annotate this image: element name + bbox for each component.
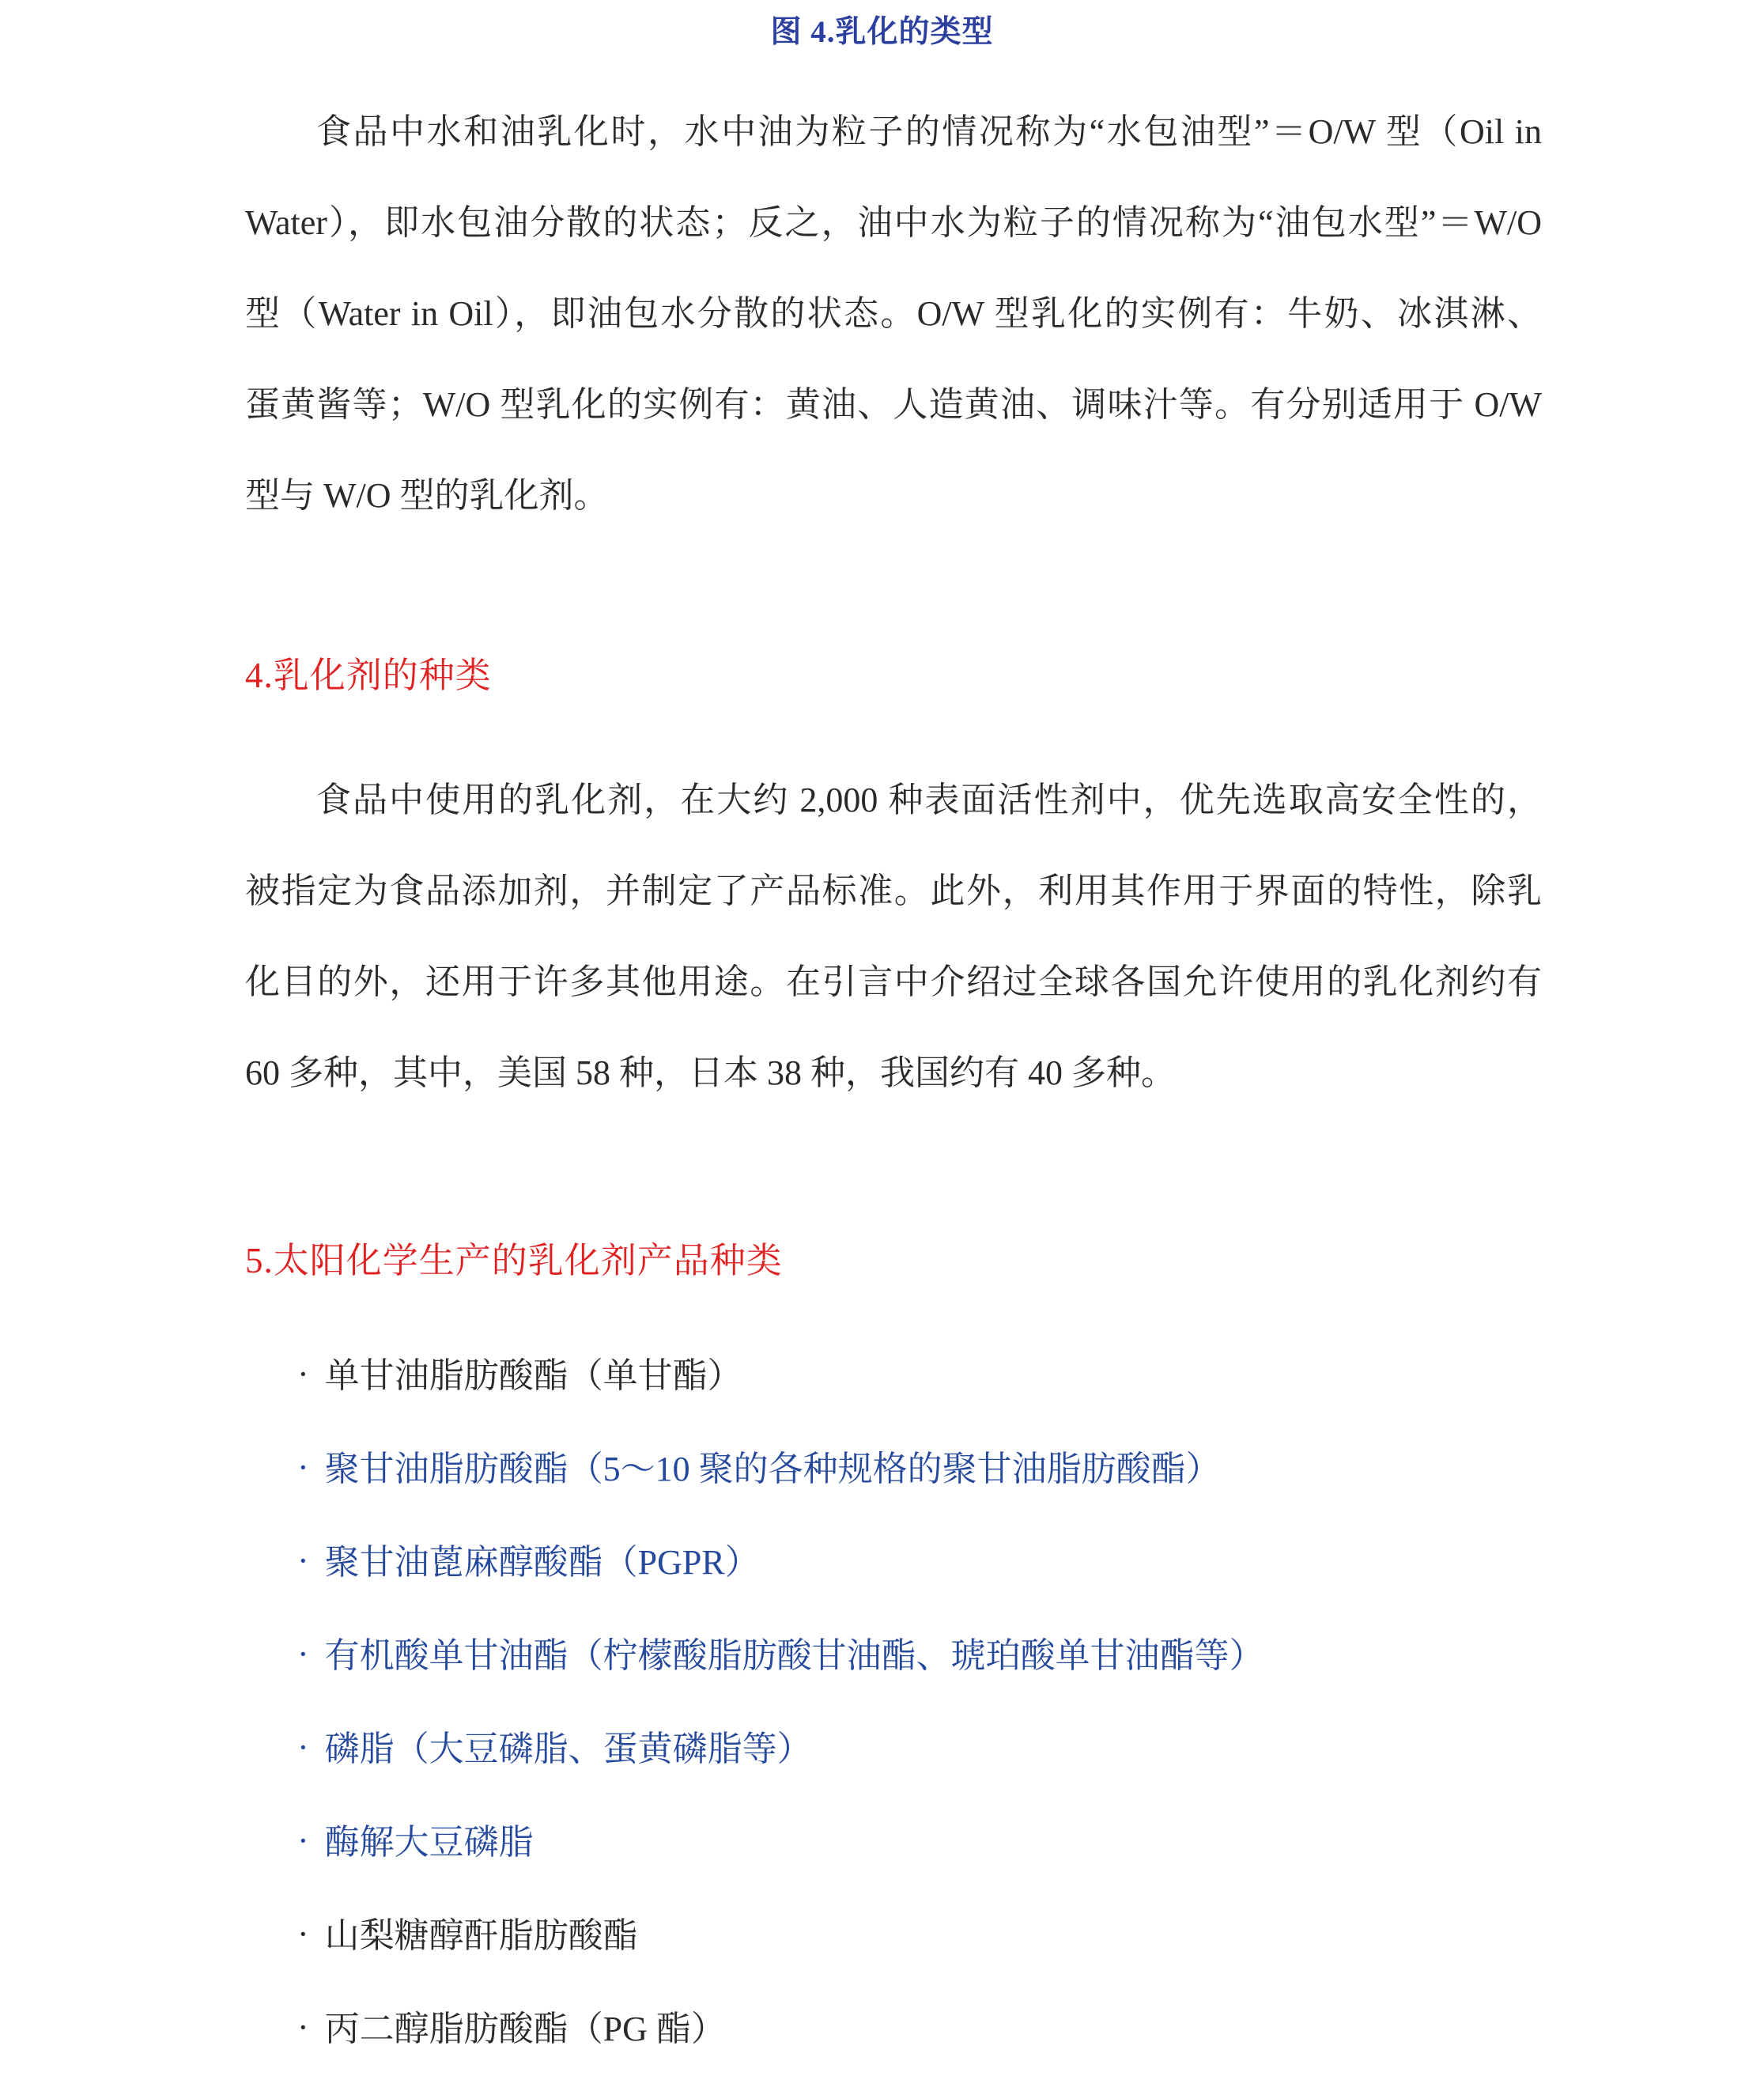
paragraph-emulsifier-kinds [245,754,1542,1118]
product-list-item [245,1329,1542,1423]
section-heading-emulsifier-kinds: 4.乳化剂的种类 [245,656,492,695]
product-item-text: 聚甘油脂肪酸酯（5～10 聚的各种规格的聚甘油脂肪酸酯） [324,1450,1221,1488]
text-line: 蛋黄酱等；W/O 型乳化的实例有：黄油、人造黄油、调味汁等。有分别适用于 O/W [245,385,1542,424]
text-line: 食品中使用的乳化剂，在大约 2,000 种表面活性剂中，优先选取高安全性的， [316,781,1542,819]
document-content [245,86,1542,2076]
figure-caption: 图 4.乳化的类型 [770,15,994,49]
text-line: 化目的外，还用于许多其他用途。在引言中介绍过全球各国允许使用的乳化剂约有 [245,962,1542,1001]
text-line: 型（Water in Oil），即油包水分散的状态。O/W 型乳化的实例有：牛奶、冰淇淋、 [245,294,1542,333]
product-item-text: 丙二醇脂肪酸酯（PG 酯） [324,2010,726,2048]
product-list-item [245,1516,1542,1609]
text-line: Water），即水包油分散的状态；反之，油中水为粒子的情况称为“油包水型”＝W/O [245,203,1542,242]
bullet-icon: · [297,1915,309,1953]
product-list-item [245,1983,1542,2076]
product-list-item [245,1889,1542,1983]
bullet-icon: · [297,1355,309,1393]
bullet-icon: · [297,1635,309,1673]
bullet-icon: · [297,1728,309,1767]
product-item-text: 聚甘油蓖麻醇酸酯（PGPR） [324,1543,760,1582]
bullet-icon: · [297,1541,309,1580]
text-line: 型与 W/O 型的乳化剂。 [245,476,609,515]
product-item-text: 有机酸单甘油酯（柠檬酸脂肪酸甘油酯、琥珀酸单甘油酯等） [324,1636,1264,1675]
product-list-item [245,1609,1542,1703]
product-list-item [245,1796,1542,1889]
bullet-icon: · [297,1448,309,1487]
product-item-text: 酶解大豆磷脂 [324,1823,534,1862]
bullet-icon: · [297,1821,309,1860]
product-item-text: 磷脂（大豆磷脂、蛋黄磷脂等） [324,1730,812,1768]
text-line: 60 多种，其中，美国 58 种，日本 38 种，我国约有 40 多种。 [245,1053,1176,1092]
product-list-item [245,1423,1542,1516]
text-line: 食品中水和油乳化时，水中油为粒子的情况称为“水包油型”＝O/W 型（Oil in [316,112,1542,151]
product-item-text: 单甘油脂肪酸酯（单甘酯） [324,1356,742,1395]
text-line: 被指定为食品添加剂，并制定了产品标准。此外，利用其作用于界面的特性，除乳 [245,872,1542,910]
bullet-icon: · [297,2008,309,2047]
product-list-item [245,1703,1542,1796]
product-item-text: 山梨糖醇酐脂肪酸酯 [324,1916,638,1955]
product-list [245,1329,1542,2076]
paragraph-emulsion-types [245,86,1542,541]
section-heading-product-types: 5.太阳化学生产的乳化剂产品种类 [245,1241,783,1280]
